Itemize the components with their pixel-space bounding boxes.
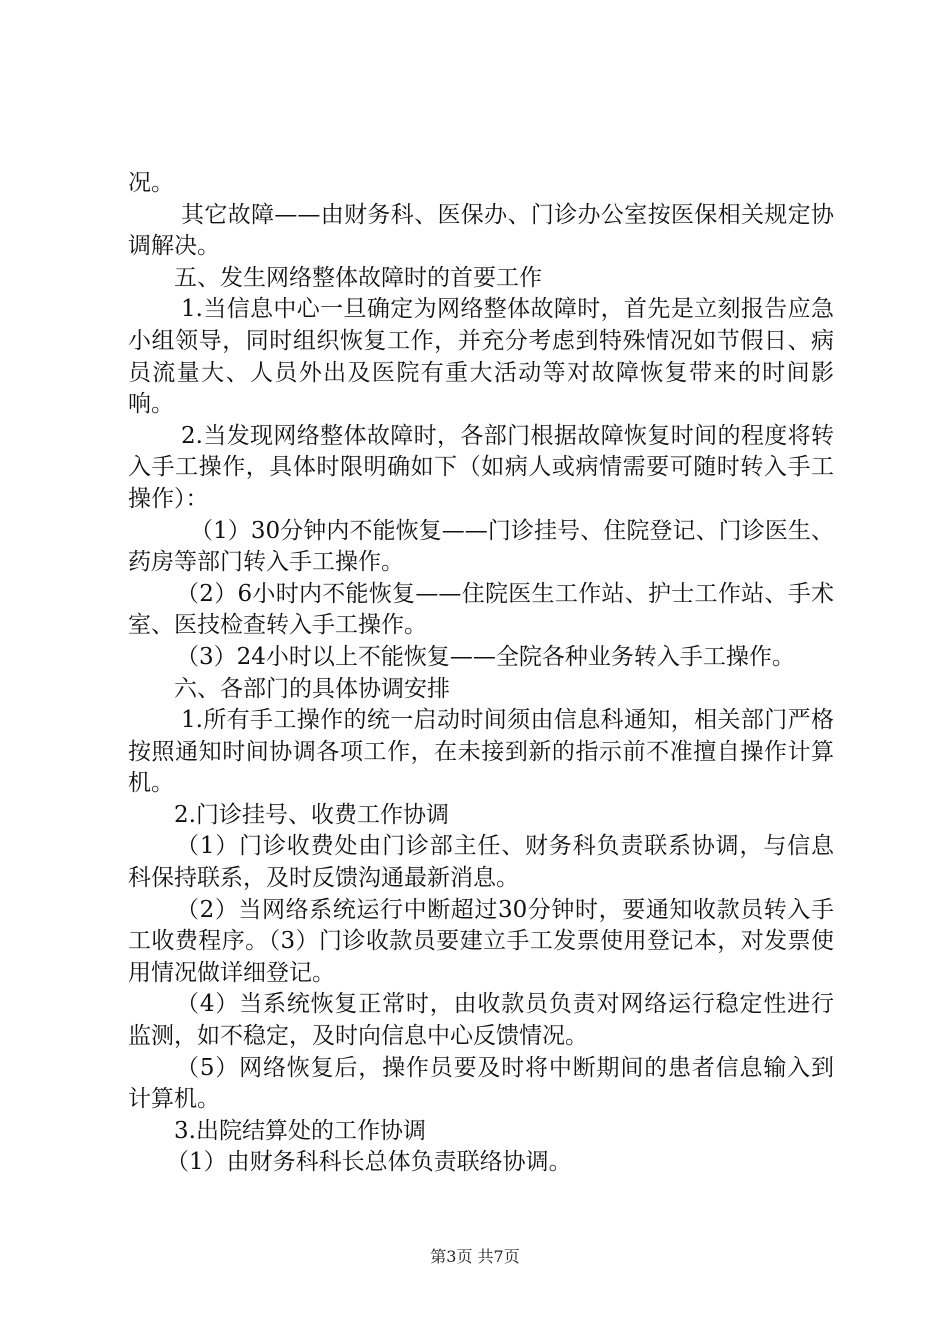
- section-heading: 五、发生网络整体故障时的首要工作: [174, 264, 542, 291]
- list-item: （1）30分钟内不能恢复——门诊挂号、住院登记、门诊医生、药房等部门转入手工操作。: [128, 517, 834, 576]
- list-item: （5）网络恢复后，操作员要及时将中断期间的患者信息输入到计算机。: [128, 1054, 834, 1113]
- paragraph: 1.所有手工操作的统一启动时间须由信息科通知，相关部门严格按照通知时间协调各项工作，在未接到新的指示前不准擅自操作计算机。: [128, 707, 834, 797]
- subsection-heading: 2.门诊挂号、收费工作协调: [174, 801, 449, 828]
- document-body: [128, 168, 834, 1179]
- paragraph: 1.当信息中心一旦确定为网络整体故障时，首先是立刻报告应急小组领导，同时组织恢复工作，并充分考虑到特殊情况如节假日、病员流量大、人员外出及医院有重大活动等对故障恢复带来的时间影响。: [128, 296, 834, 418]
- subsection-heading: 3.出院结算处的工作协调: [174, 1117, 426, 1144]
- list-item: （3）24小时以上不能恢复——全院各种业务转入手工操作。: [176, 643, 795, 670]
- list-item: （2）当网络系统运行中断超过30分钟时，要通知收款员转入手工收费程序。（3）门诊收款员要建立手工发票使用登记本，对发票使用情况做详细登记。: [128, 896, 834, 986]
- list-item: （2）6小时内不能恢复——住院医生工作站、护士工作站、手术室、医技检查转入手工操作。: [128, 580, 834, 639]
- list-item: （1）由财务科科长总体负责联络协调。: [166, 1149, 572, 1176]
- paragraph: 2.当发现网络整体故障时，各部门根据故障恢复时间的程度将转入手工操作，具体时限明确如下（如病人或病情需要可随时转入手工操作）：: [128, 422, 834, 512]
- paragraph: 况。: [128, 170, 174, 196]
- paragraph: 其它故障——由财务科、医保办、门诊办公室按医保相关规定协调解决。: [128, 201, 834, 260]
- page-number-footer: 第3页 共7页: [430, 1247, 520, 1266]
- section-heading: 六、各部门的具体协调安排: [174, 675, 450, 702]
- list-item: （4）当系统恢复正常时，由收款员负责对网络运行稳定性进行监测，如不稳定，及时向信息中心反馈情况。: [128, 991, 834, 1050]
- list-item: （1）门诊收费处由门诊部主任、财务科负责联系协调，与信息科保持联系，及时反馈沟通最新消息。: [128, 833, 834, 892]
